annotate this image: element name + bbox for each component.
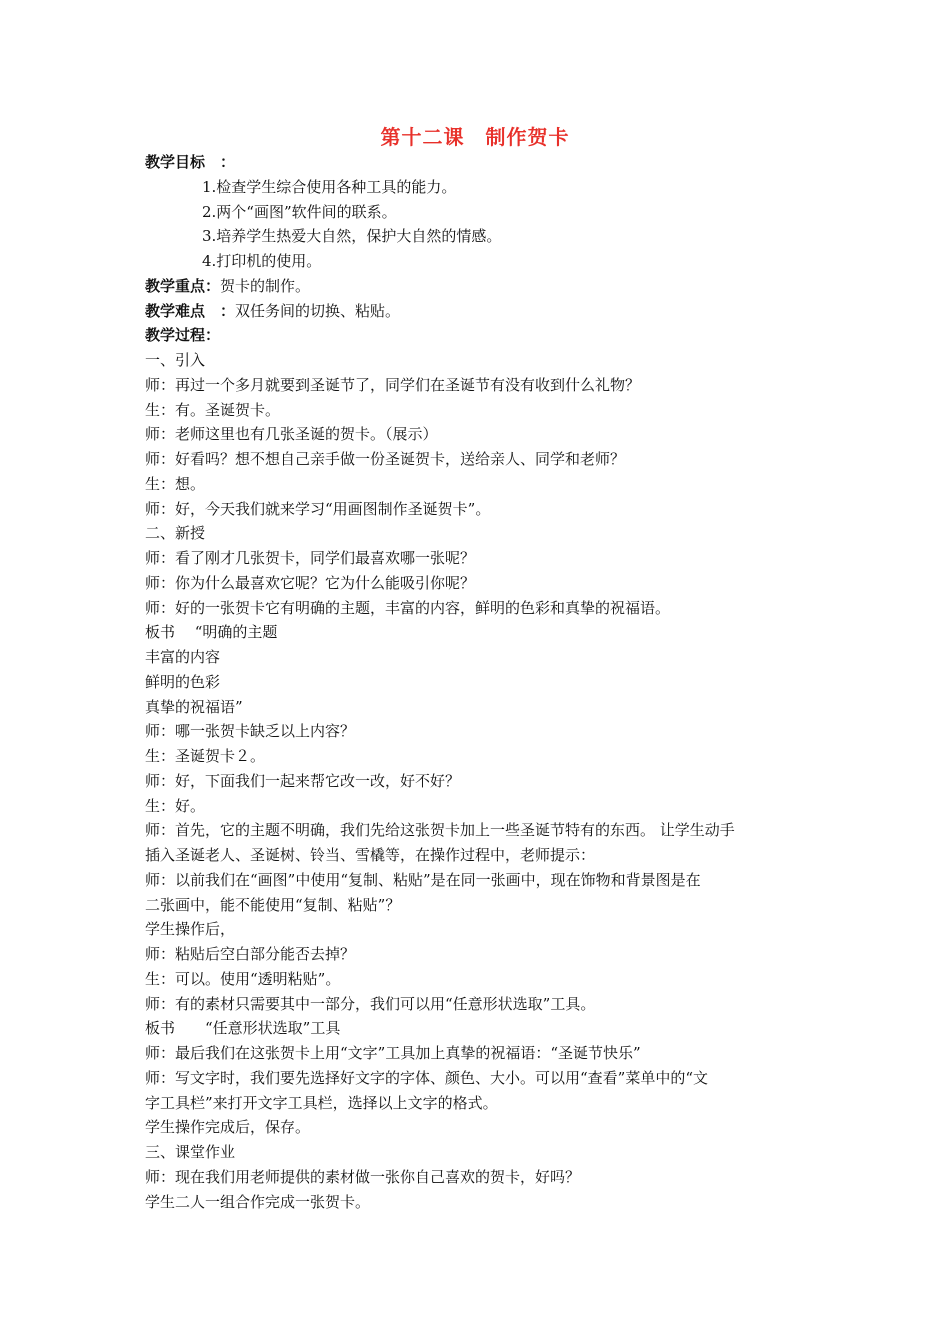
dialogue-line: 师：有的素材只需要其中一部分，我们可以用“任意形状选取”工具。 <box>145 994 596 1013</box>
process-heading: 教学过程： <box>145 326 221 345</box>
board-note: 板书 “明确的主题 <box>145 623 278 642</box>
dialogue-line: 学生二人一组合作完成一张贺卡。 <box>145 1192 371 1211</box>
section-heading: 三、课堂作业 <box>145 1143 236 1161</box>
board-note: 板书 “任意形状选取”工具 <box>145 1019 341 1038</box>
dialogue-line: 师：好，今天我们就来学习“用画图制作圣诞贺卡”。 <box>145 499 491 518</box>
goal-item: 2.两个“画图”软件间的联系。 <box>202 202 397 221</box>
dialogue-line: 生：圣诞贺卡２。 <box>145 747 266 765</box>
dialogue-line: 学生操作后， <box>145 920 236 939</box>
dialogue-line: 师：看了刚才几张贺卡，同学们最喜欢哪一张呢？ <box>145 549 476 567</box>
dialogue-line: 师：哪一张贺卡缺乏以上内容？ <box>145 722 356 741</box>
board-note: 鲜明的色彩 <box>145 672 221 691</box>
goal-item: 1.检查学生综合使用各种工具的能力。 <box>202 177 457 196</box>
dialogue-line: 师：再过一个多月就要到圣诞节了，同学们在圣诞节有没有收到什么礼物？ <box>145 375 641 394</box>
dialogue-line: 生：有。圣诞贺卡。 <box>145 400 281 419</box>
dialogue-line: 学生操作完成后，保存。 <box>145 1118 311 1137</box>
dialogue-line: 师：好，下面我们一起来帮它改一改，好不好？ <box>145 771 461 790</box>
dialogue-line: 师：好的一张贺卡它有明确的主题，丰富的内容，鲜明的色彩和真挚的祝福语。 <box>145 598 671 617</box>
dialogue-line: 字工具栏”来打开文字工具栏，选择以上文字的格式。 <box>145 1093 498 1112</box>
goal-item: 4.打印机的使用。 <box>202 252 322 270</box>
focus-label: 教学重点： <box>145 276 221 295</box>
dialogue-line: 师：最后我们在这张贺卡上用“文字”工具加上真挚的祝福语：“圣诞节快乐” <box>145 1044 641 1062</box>
goal-item: 3.培养学生热爱大自然，保护大自然的情感。 <box>202 227 502 246</box>
dialogue-line: 二张画中，能不能使用“复制、粘贴”？ <box>145 895 401 914</box>
goals-heading: 教学目标 ： <box>145 153 236 171</box>
dialogue-line: 师：以前我们在“画图”中使用“复制、粘贴”是在同一张画中，现在饰物和背景图是在 <box>145 870 701 889</box>
dialogue-line: 师：首先，它的主题不明确，我们先给这张贺卡加上一些圣诞节特有的东西。 让学生动手 <box>145 821 735 840</box>
dialogue-line: 生：想。 <box>145 474 206 493</box>
lesson-title: 第十二课 制作贺卡 <box>380 125 570 149</box>
dialogue-line: 插入圣诞老人、圣诞树、铃当、雪橇等，在操作过程中，老师提示： <box>145 846 596 864</box>
dialogue-line: 生：可以。使用“透明粘贴”。 <box>145 969 341 988</box>
difficulty-line <box>145 299 810 324</box>
focus-line <box>145 274 810 299</box>
section-heading: 一、引入 <box>145 351 206 369</box>
dialogue-line: 师：好看吗？想不想自己亲手做一份圣诞贺卡，送给亲人、同学和老师？ <box>145 450 626 468</box>
board-note: 真挚的祝福语” <box>145 697 243 716</box>
dialogue-line: 师：老师这里也有几张圣诞的贺卡。（展示） <box>145 425 438 444</box>
difficulty-text: 双任务间的切换、粘贴。 <box>235 301 401 320</box>
document-body <box>145 150 810 1214</box>
dialogue-line: 师：你为什么最喜欢它呢？它为什么能吸引你呢？ <box>145 573 476 592</box>
focus-text: 贺卡的制作。 <box>220 276 311 295</box>
board-note: 丰富的内容 <box>145 648 221 666</box>
dialogue-line: 师：现在我们用老师提供的素材做一张你自己喜欢的贺卡，好吗？ <box>145 1167 581 1186</box>
dialogue-line: 师：粘贴后空白部分能否去掉？ <box>145 945 356 963</box>
dialogue-line: 师：写文字时，我们要先选择好文字的字体、颜色、大小。可以用“查看”菜单中的“文 <box>145 1068 709 1087</box>
section-heading: 二、新授 <box>145 524 206 543</box>
dialogue-line: 生：好。 <box>145 796 206 815</box>
difficulty-label: 教学难点 ： <box>145 301 236 320</box>
